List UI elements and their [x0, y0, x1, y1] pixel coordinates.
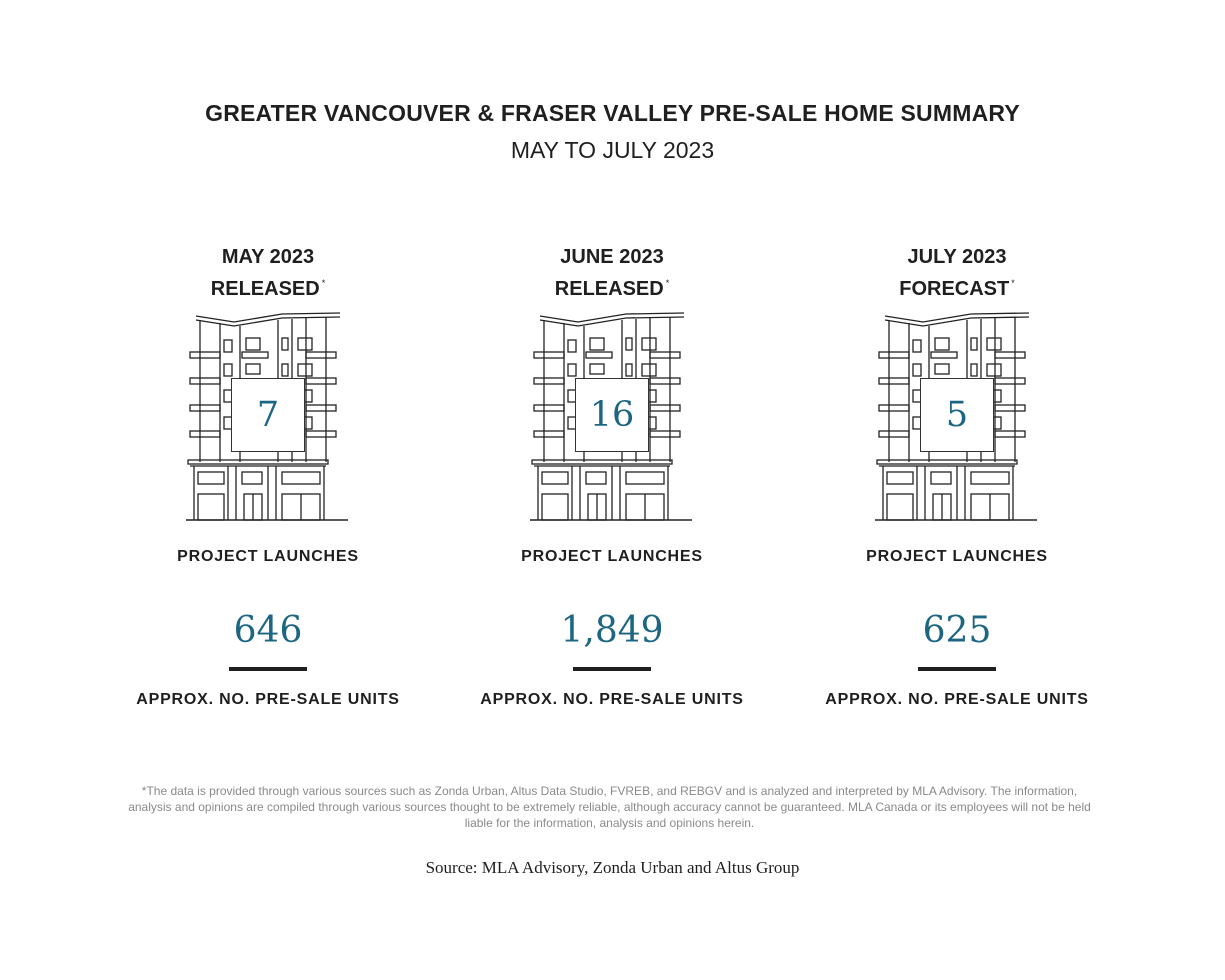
disclaimer: *The data is provided through various sources such as Zonda Urban, Altus Data Studio, FVREB, and REBGV and is analyzed and interpreted by MLA Advisory. The information, analysis and opinions are compiled through various sources thought to be extremely reliable, although accuracy cannot be guaranteed. MLA Canada or its employees will not be held liable for the information, analysis and opinions herein. [128, 784, 1091, 830]
footnote-marker: * [1011, 278, 1015, 288]
divider [918, 667, 996, 671]
period-status: FORECAST [899, 278, 1010, 300]
launch-label: PROJECT LAUNCHES [177, 548, 359, 565]
launch-label: PROJECT LAUNCHES [521, 548, 703, 565]
summary-column-june [462, 0, 762, 760]
unit-count: 625 [922, 610, 992, 651]
units-label: APPROX. NO. PRE-SALE UNITS [480, 691, 744, 708]
divider [229, 667, 307, 671]
period-month: JULY 2023 [907, 246, 1007, 268]
launch-count: 16 [575, 378, 649, 452]
period-heading [118, 244, 418, 302]
period-heading [462, 244, 762, 302]
period-status: RELEASED [554, 278, 664, 300]
launch-count: 5 [920, 378, 994, 452]
page-subtitle: MAY TO JULY 2023 [510, 137, 715, 163]
period-status-line [118, 270, 418, 302]
launch-label: PROJECT LAUNCHES [866, 548, 1048, 565]
unit-count: 646 [233, 610, 303, 651]
launch-count: 7 [231, 378, 305, 452]
page-title: GREATER VANCOUVER & FRASER VALLEY PRE-SALE HOME SUMMARY [205, 100, 1020, 126]
units-label: APPROX. NO. PRE-SALE UNITS [136, 691, 400, 708]
footnote-marker: * [321, 278, 326, 288]
summary-column-may [118, 0, 418, 760]
footnote-marker: * [665, 278, 670, 288]
divider [573, 667, 651, 671]
period-status-line [462, 270, 762, 302]
period-month: JUNE 2023 [560, 246, 664, 268]
units-label: APPROX. NO. PRE-SALE UNITS [825, 691, 1089, 708]
period-status: RELEASED [210, 278, 320, 300]
unit-count: 1,849 [560, 610, 664, 651]
period-month: MAY 2023 [221, 246, 315, 268]
summary-column-july [807, 0, 1107, 760]
period-heading [807, 244, 1107, 302]
period-status-line [807, 270, 1107, 302]
source-note: Source: MLA Advisory, Zonda Urban and Altus Group [425, 858, 800, 877]
